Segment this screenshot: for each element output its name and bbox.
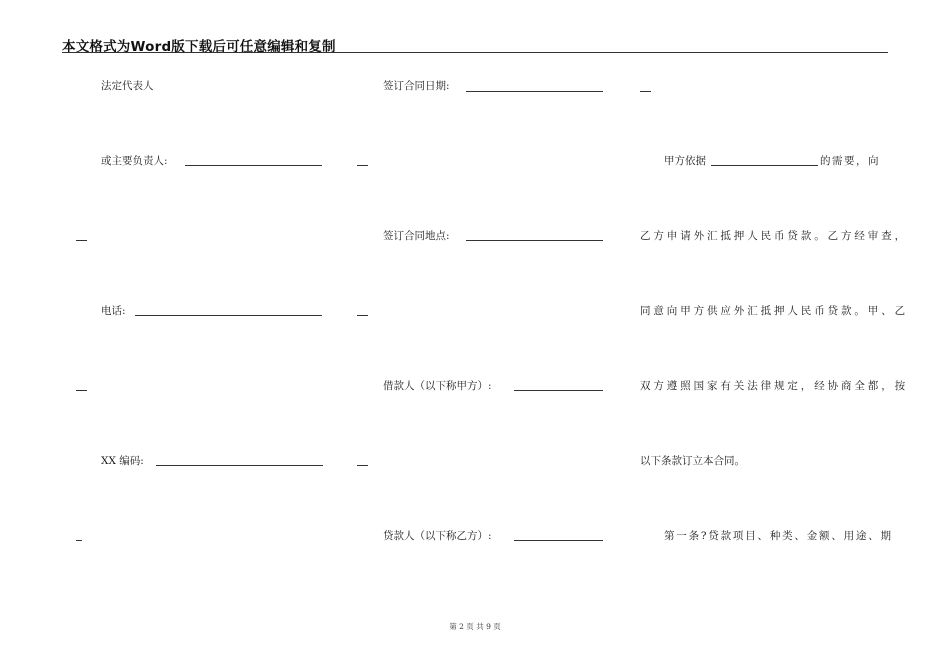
postcode-field[interactable] [156, 465, 323, 466]
clause-text-line: 同意向甲方供应外汇抵押人民币贷款。甲、乙 [640, 305, 908, 317]
header-rule [62, 52, 888, 53]
sign-place-label: 签订合同地点: [383, 230, 450, 242]
clause-text-line: 双方遵照国家有关法律规定，经协商全都，按 [640, 380, 908, 392]
sign-date-label: 签订合同日期: [383, 80, 450, 92]
blank-line [357, 465, 368, 466]
page-number: 第 2 页 共 9 页 [449, 622, 501, 631]
blank-line [76, 390, 87, 391]
blank-line [76, 240, 87, 241]
page-header-title: 本文格式为Word版下载后可任意编辑和复制 [62, 39, 336, 55]
borrower-field[interactable] [514, 390, 603, 391]
postcode-label: XX 编码: [101, 455, 144, 467]
blank-line [76, 540, 82, 541]
article-one-heading: 第一条?贷款项目、种类、金额、用途、期 [664, 530, 893, 542]
blank-line [357, 165, 368, 166]
blank-line [640, 91, 651, 92]
sign-date-field[interactable] [466, 91, 603, 92]
clause-text-line: 以下条款订立本合同。 [640, 455, 745, 467]
principal-label: 或主要负责人: [101, 155, 168, 167]
principal-field[interactable] [185, 165, 322, 166]
clause-text-pre: 甲方依据 [664, 155, 706, 167]
legal-rep-label: 法定代表人 [101, 80, 154, 92]
clause-text-line: 乙方申请外汇抵押人民币贷款。乙方经审查， [640, 230, 908, 242]
borrower-label: 借款人（以下称甲方）: [383, 380, 492, 392]
clause-text-post: 的需要，向 [820, 155, 880, 167]
blank-line [357, 315, 368, 316]
phone-label: 电话: [101, 305, 126, 317]
lender-label: 贷款人（以下称乙方）: [383, 530, 492, 542]
lender-field[interactable] [514, 540, 603, 541]
phone-field[interactable] [135, 315, 322, 316]
basis-field[interactable] [711, 165, 818, 166]
sign-place-field[interactable] [466, 240, 603, 241]
